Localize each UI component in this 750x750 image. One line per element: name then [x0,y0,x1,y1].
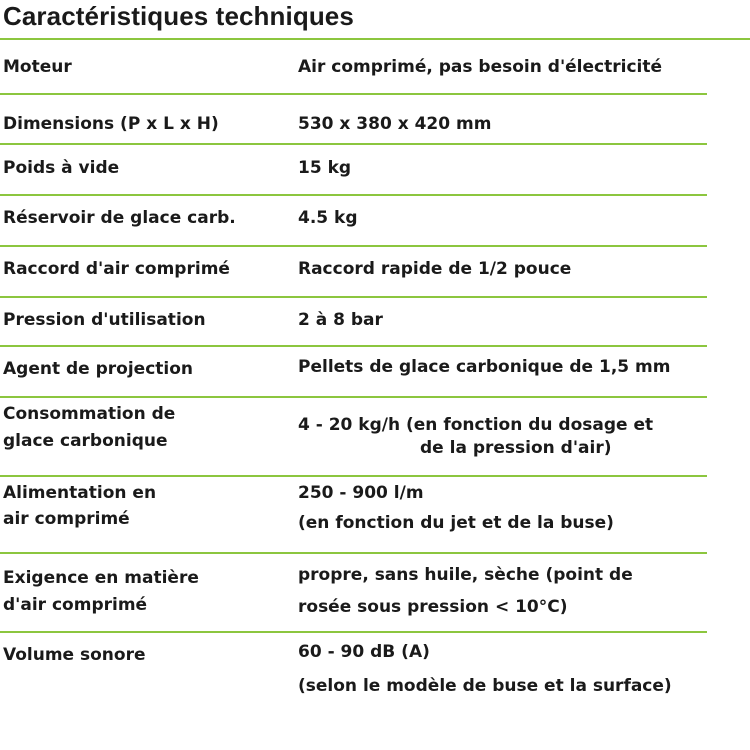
spec-value-pression: 2 à 8 bar [298,310,383,330]
spec-value-exigence-line1: propre, sans huile, sèche (point de [298,565,633,585]
spec-label-volume: Volume sonore [3,645,146,665]
spec-value-poids: 15 kg [298,158,352,178]
title-underline [0,38,750,40]
row-divider [0,143,707,145]
row-divider [0,245,707,247]
row-divider [0,631,707,633]
spec-value-exigence-line2: rosée sous pression < 10°C) [298,597,568,617]
spec-label-reservoir: Réservoir de glace carb. [3,208,236,228]
spec-value-reservoir: 4.5 kg [298,208,358,228]
row-divider [0,396,707,398]
spec-label-poids: Poids à vide [3,158,120,178]
spec-label-pression: Pression d'utilisation [3,310,206,330]
spec-label-consommation-line1: Consommation de [3,404,176,424]
spec-label-raccord: Raccord d'air comprimé [3,259,230,279]
spec-value-alimentation-line2: (en fonction du jet et de la buse) [298,513,614,533]
spec-label-alimentation-line1: Alimentation en [3,483,157,503]
spec-label-alimentation-line2: air comprimé [3,509,130,529]
row-divider [0,93,707,95]
spec-label-consommation-line2: glace carbonique [3,431,168,451]
row-divider [0,296,707,298]
spec-value-dimensions: 530 x 380 x 420 mm [298,114,492,134]
spec-value-volume-line1: 60 - 90 dB (A) [298,642,430,662]
spec-label-moteur: Moteur [3,57,72,77]
spec-value-consommation-line1: 4 - 20 kg/h (en fonction du dosage et [298,415,654,435]
spec-value-moteur: Air comprimé, pas besoin d'électricité [298,57,663,77]
spec-label-dimensions: Dimensions (P x L x H) [3,114,219,134]
spec-label-exigence-line2: d'air comprimé [3,595,148,615]
spec-label-agent: Agent de projection [3,359,194,379]
spec-value-raccord: Raccord rapide de 1/2 pouce [298,259,572,279]
row-divider [0,345,707,347]
row-divider [0,475,707,477]
spec-label-exigence-line1: Exigence en matière [3,568,199,588]
spec-value-alimentation-line1: 250 - 900 l/m [298,483,424,503]
spec-value-agent: Pellets de glace carbonique de 1,5 mm [298,357,671,377]
spec-value-volume-line2: (selon le modèle de buse et la surface) [298,676,672,696]
row-divider [0,552,707,554]
row-divider [0,194,707,196]
spec-value-consommation-line2: de la pression d'air) [420,438,612,458]
page-title: Caractéristiques techniques [3,1,354,31]
